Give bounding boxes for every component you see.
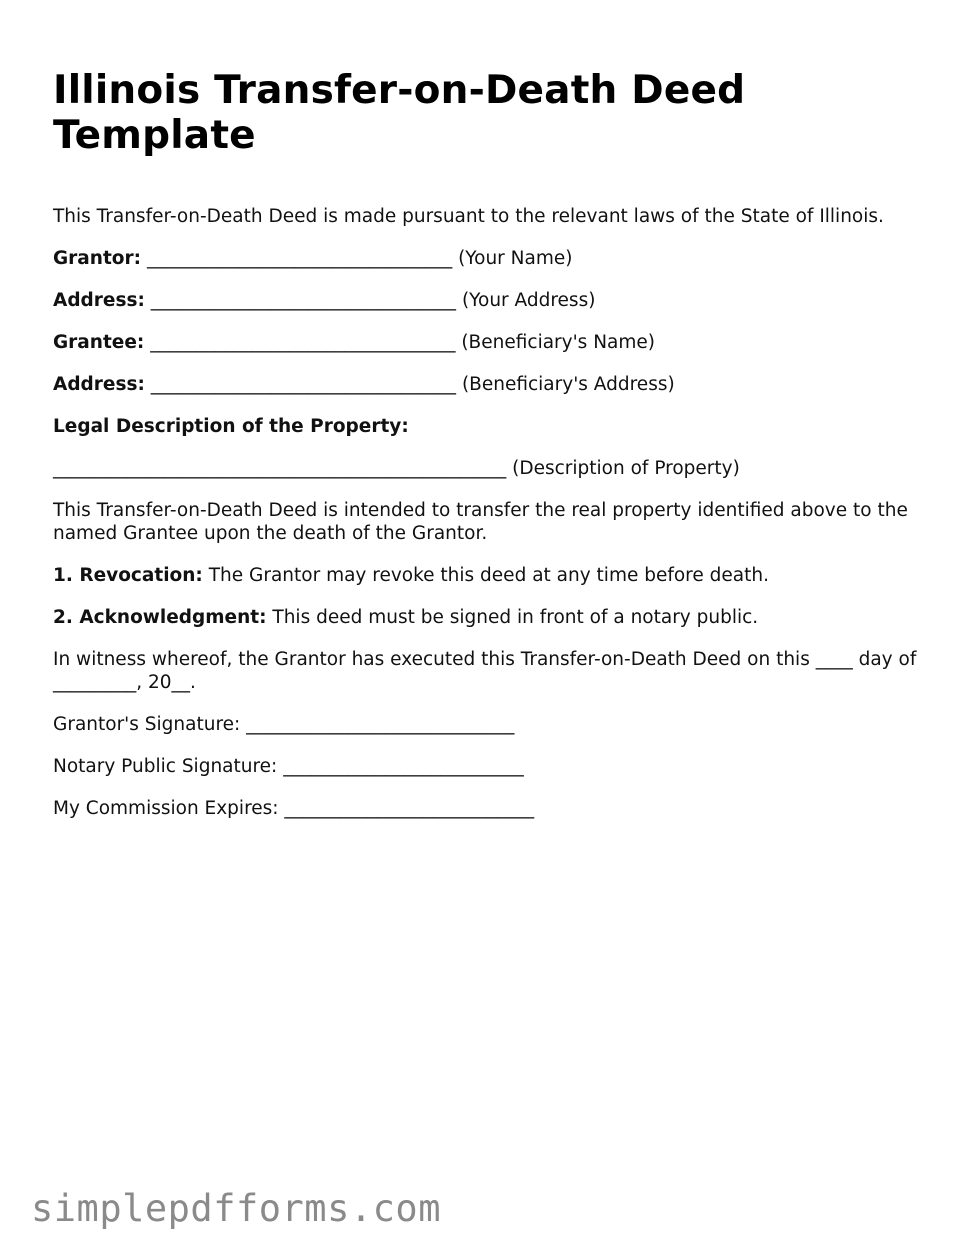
commission-expires-line [53, 797, 923, 820]
signature-label: My Commission Expires: [53, 798, 279, 819]
notary-signature-line [53, 755, 923, 778]
blank-line: _________________________________ [150, 290, 457, 311]
clause-text: The Grantor may revoke this deed at any time before death. [208, 565, 769, 586]
grantor-name-field [53, 247, 923, 270]
grantor-address-field [53, 289, 923, 312]
blank-line: _________________________________________________ [53, 458, 507, 479]
property-description-field [53, 457, 923, 480]
clause-label: 1. Revocation: [53, 565, 203, 586]
purpose-paragraph: This Transfer-on-Death Deed is intended to transfer the real property identified above to the named Grantee upon the death of the Grantor. [53, 500, 908, 544]
field-hint: (Your Address) [461, 290, 596, 311]
blank-line: _________________________________ [150, 374, 457, 395]
field-label: Grantee: [53, 332, 145, 353]
signature-label: Notary Public Signature: [53, 756, 278, 777]
acknowledgment-clause [53, 606, 923, 629]
blank-line: _________________________________ [150, 332, 456, 353]
field-label: Address: [53, 290, 145, 311]
blank-line: _________________________________ [146, 248, 453, 269]
grantee-name-field [53, 331, 923, 354]
field-label: Grantor: [53, 248, 142, 269]
clause-text: This deed must be signed in front of a notary public. [272, 607, 759, 628]
revocation-clause [53, 564, 923, 587]
grantee-address-field [53, 373, 923, 396]
signature-label: Grantor's Signature: [53, 714, 241, 735]
blank-line: ___________________________ [284, 798, 535, 819]
legal-description-heading: Legal Description of the Property: [53, 416, 409, 437]
intro-text: This Transfer-on-Death Deed is made pursuant to the relevant laws of the State of Illinois. [53, 206, 884, 227]
grantor-signature-line [53, 713, 923, 736]
blank-line: __________________________ [283, 756, 524, 777]
field-hint: (Beneficiary's Name) [461, 332, 655, 353]
document-title: Illinois Transfer-on-Death Deed Template [53, 68, 746, 158]
clause-label: 2. Acknowledgment: [53, 607, 267, 628]
field-hint: (Description of Property) [512, 458, 740, 479]
field-hint: (Your Name) [458, 248, 573, 269]
blank-line: _____________________________ [246, 714, 515, 735]
witness-paragraph: In witness whereof, the Grantor has executed this Transfer-on-Death Deed on this ____ day of _________, 20__. [53, 649, 917, 693]
document-page [53, 68, 923, 820]
site-watermark: simplepdfforms.com [31, 1187, 441, 1230]
field-label: Address: [53, 374, 145, 395]
field-hint: (Beneficiary's Address) [461, 374, 675, 395]
